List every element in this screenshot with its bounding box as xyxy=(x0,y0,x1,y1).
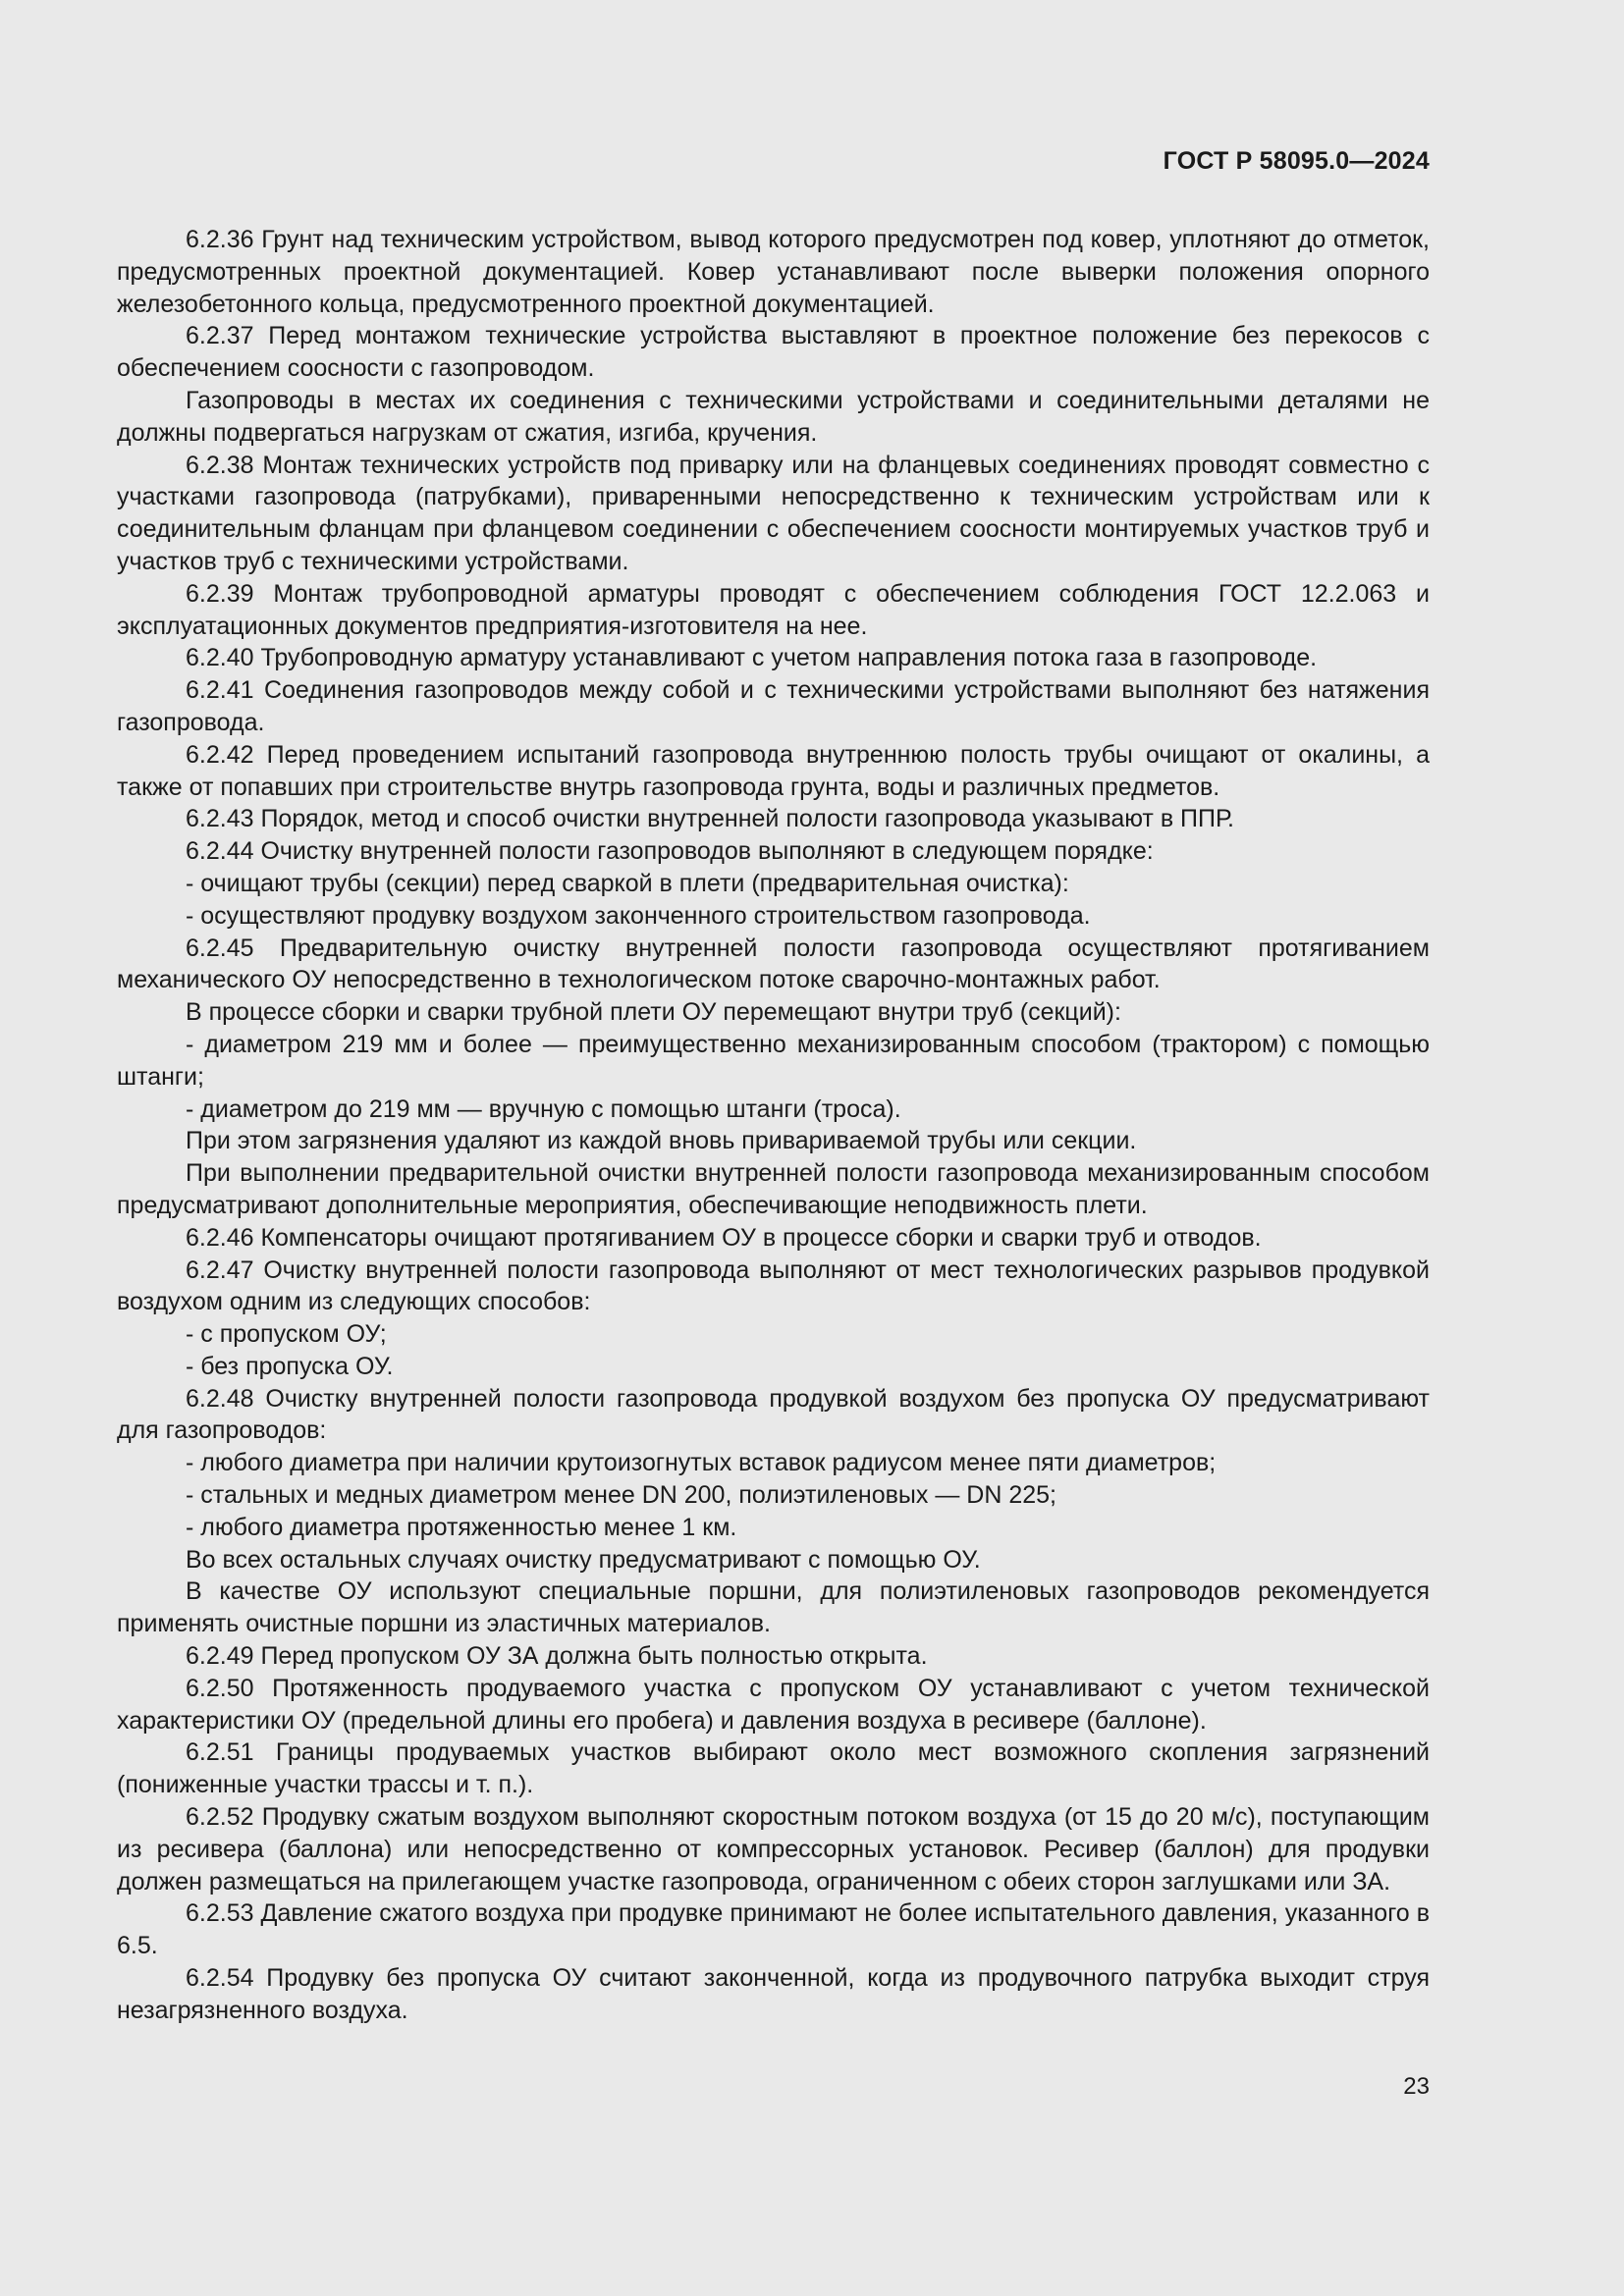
paragraph: В качестве ОУ используют специальные поршни, для полиэтиленовых газопроводов рекомендуется применять очистные поршни из эластичных материалов. xyxy=(117,1577,1430,1638)
paragraph: 6.2.47 Очистку внутренней полости газопровода выполняют от мест технологических разрывов продувкой воздухом одним из следующих способов: xyxy=(117,1255,1430,1316)
paragraph: 6.2.37 Перед монтажом технические устройства выставляют в проектное положение без перекосов с обеспечением соосности с газопроводом. xyxy=(117,322,1430,383)
paragraph: 6.2.40 Трубопроводную арматуру устанавливают с учетом направления потока газа в газопроводе. xyxy=(186,644,1318,672)
paragraph: 6.2.46 Компенсаторы очищают протягиванием ОУ в процессе сборки и сварки труб и отводов. xyxy=(186,1223,1262,1252)
paragraph: 6.2.54 Продувку без пропуска ОУ считают законченной, когда из продувочного патрубка выходит струя незагрязненного воздуха. xyxy=(117,1964,1430,2024)
paragraph: 6.2.44 Очистку внутренней полости газопроводов выполняют в следующем порядке: xyxy=(186,837,1154,866)
paragraph: 6.2.52 Продувку сжатым воздухом выполняют скоростным потоком воздуха (от 15 до 20 м/с), поступающим из ресивера (баллона) или непосредственно от компрессорных установок. Ресивер (баллон) для продувки должен размещаться на прилегающем участке газопровода, ограниченном с обеих сторон заглушками или ЗА. xyxy=(117,1803,1430,1896)
paragraph: При этом загрязнения удаляют из каждой вновь привариваемой трубы или секции. xyxy=(186,1127,1137,1155)
paragraph: 6.2.51 Границы продуваемых участков выбирают около мест возможного скопления загрязнений (пониженные участки трассы и т. п.). xyxy=(117,1738,1430,1799)
paragraph: 6.2.41 Соединения газопроводов между собой и с техническими устройствами выполняют без натяжения газопровода. xyxy=(117,676,1430,736)
paragraph: Газопроводы в местах их соединения с техническими устройствами и соединительными деталями не должны подвергаться нагрузкам от сжатия, изгиба, кручения. xyxy=(117,386,1430,447)
paragraph: 6.2.43 Порядок, метод и способ очистки внутренней полости газопровода указывают в ППР. xyxy=(186,805,1234,833)
list-item: - осуществляют продувку воздухом законченного строительством газопровода. xyxy=(186,901,1091,930)
paragraph: 6.2.39 Монтаж трубопроводной арматуры проводят с обеспечением соблюдения ГОСТ 12.2.063 и эксплуатационных документов предприятия-изготовителя на нее. xyxy=(117,579,1430,640)
paragraph: 6.2.50 Протяженность продуваемого участка с пропуском ОУ устанавливают с учетом технической характеристики ОУ (предельной длины его пробега) и давления воздуха в ресивере (баллоне). xyxy=(117,1674,1430,1735)
paragraph: 6.2.48 Очистку внутренней полости газопровода продувкой воздухом без пропуска ОУ предусматривают для газопроводов: xyxy=(117,1384,1430,1445)
paragraph: 6.2.42 Перед проведением испытаний газопровода внутреннюю полость трубы очищают от окалины, а также от попавших при строительстве внутрь газопровода грунта, воды и различных предметов. xyxy=(117,740,1430,801)
paragraph: 6.2.53 Давление сжатого воздуха при продувке принимают не более испытательного давления, указанного в 6.5. xyxy=(117,1899,1430,1960)
list-item: - диаметром до 219 мм — вручную с помощью штанги (троса). xyxy=(186,1095,901,1123)
page-number: 23 xyxy=(1403,2073,1430,2100)
list-item: - диаметром 219 мм и более — преимущественно механизированным способом (трактором) с помощью штанги; xyxy=(117,1030,1430,1091)
document-body xyxy=(117,224,1430,2027)
paragraph: В процессе сборки и сварки трубной плети ОУ перемещают внутри труб (секций): xyxy=(186,998,1121,1027)
document-header: ГОСТ Р 58095.0—2024 xyxy=(1163,147,1430,175)
list-item: - без пропуска ОУ. xyxy=(186,1352,394,1380)
list-item: - любого диаметра при наличии крутоизогнутых вставок радиусом менее пяти диаметров; xyxy=(186,1449,1217,1477)
paragraph: Во всех остальных случаях очистку предусматривают с помощью ОУ. xyxy=(186,1545,981,1574)
paragraph: При выполнении предварительной очистки внутренней полости газопровода механизированным способом предусматривают дополнительные мероприятия, обеспечивающие неподвижность плети. xyxy=(117,1159,1430,1219)
paragraph: 6.2.36 Грунт над техническим устройством, вывод которого предусмотрен под ковер, уплотняют до отметок, предусмотренных проектной документацией. Ковер устанавливают после выверки положения опорного железобетонного кольца, предусмотренного проектной документацией. xyxy=(117,226,1430,318)
list-item: - любого диаметра протяженностью менее 1 км. xyxy=(186,1513,737,1541)
list-item: - с пропуском ОУ; xyxy=(186,1320,387,1349)
list-item: - очищают трубы (секции) перед сваркой в плети (предварительная очистка): xyxy=(186,869,1069,897)
paragraph: 6.2.38 Монтаж технических устройств под приварку или на фланцевых соединениях проводят совместно с участками газопровода (патрубками), приваренными непосредственно к техническим устройствам или к соединительным фланцам при фланцевом соединении с обеспечением соосности монтируемых участков труб и участков труб с техническими устройствами. xyxy=(117,451,1430,575)
paragraph: 6.2.49 Перед пропуском ОУ ЗА должна быть полностью открыта. xyxy=(186,1642,928,1671)
paragraph: 6.2.45 Предварительную очистку внутренней полости газопровода осуществляют протягиванием механического ОУ непосредственно в технологическом потоке сварочно-монтажных работ. xyxy=(117,934,1430,994)
list-item: - стальных и медных диаметром менее DN 200, полиэтиленовых — DN 225; xyxy=(186,1481,1056,1510)
